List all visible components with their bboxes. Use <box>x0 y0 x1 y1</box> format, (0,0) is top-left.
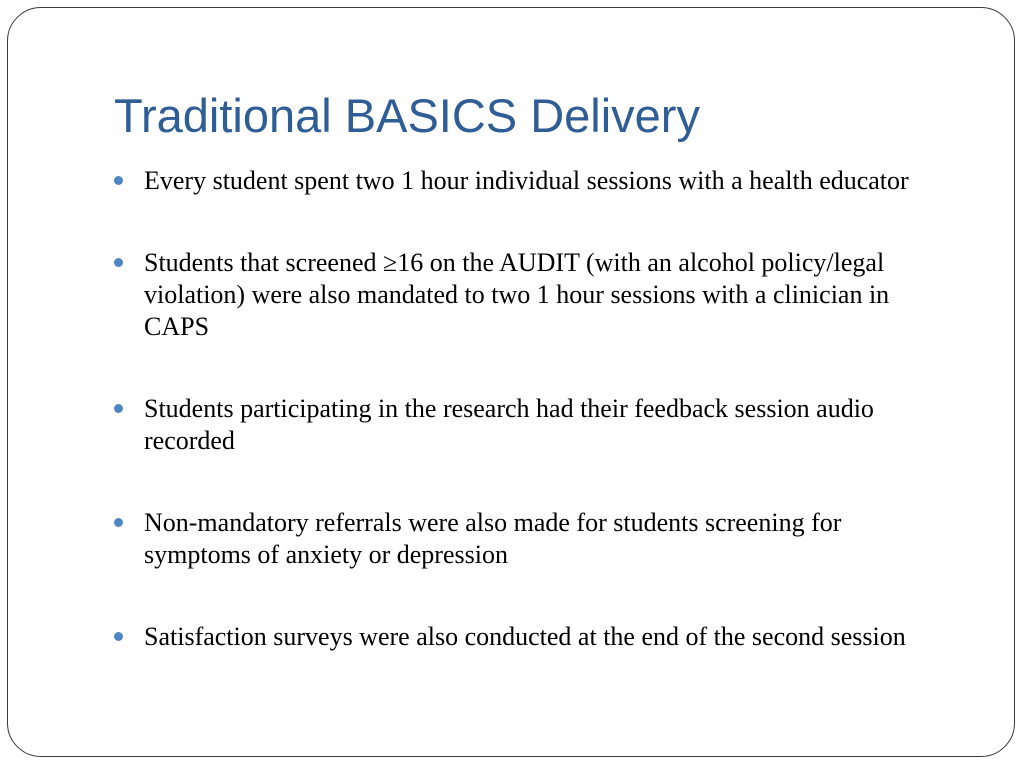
bullet-list <box>114 165 954 703</box>
slide-title: Traditional BASICS Delivery <box>114 89 700 142</box>
bullet-dot-icon <box>114 632 123 641</box>
bullet-item <box>114 621 954 653</box>
bullet-dot-icon <box>114 258 123 267</box>
bullet-text: Students that screened ≥16 on the AUDIT (with an alcohol policy/legal violation) were also mandated to two 1 hour sessions with a clinician in CAPS <box>144 248 890 341</box>
bullet-text: Every student spent two 1 hour individual sessions with a health educator <box>144 166 909 195</box>
bullet-item <box>114 165 954 197</box>
bullet-text: Satisfaction surveys were also conducted at the end of the second session <box>144 622 906 651</box>
bullet-dot-icon <box>114 404 123 413</box>
bullet-item <box>114 507 954 571</box>
bullet-text: Students participating in the research had their feedback session audio recorded <box>144 394 874 455</box>
bullet-item <box>114 393 954 457</box>
bullet-text: Non-mandatory referrals were also made for students screening for symptoms of anxiety or depression <box>144 508 842 569</box>
bullet-item <box>114 247 954 343</box>
bullet-dot-icon <box>114 518 123 527</box>
bullet-dot-icon <box>114 176 123 185</box>
